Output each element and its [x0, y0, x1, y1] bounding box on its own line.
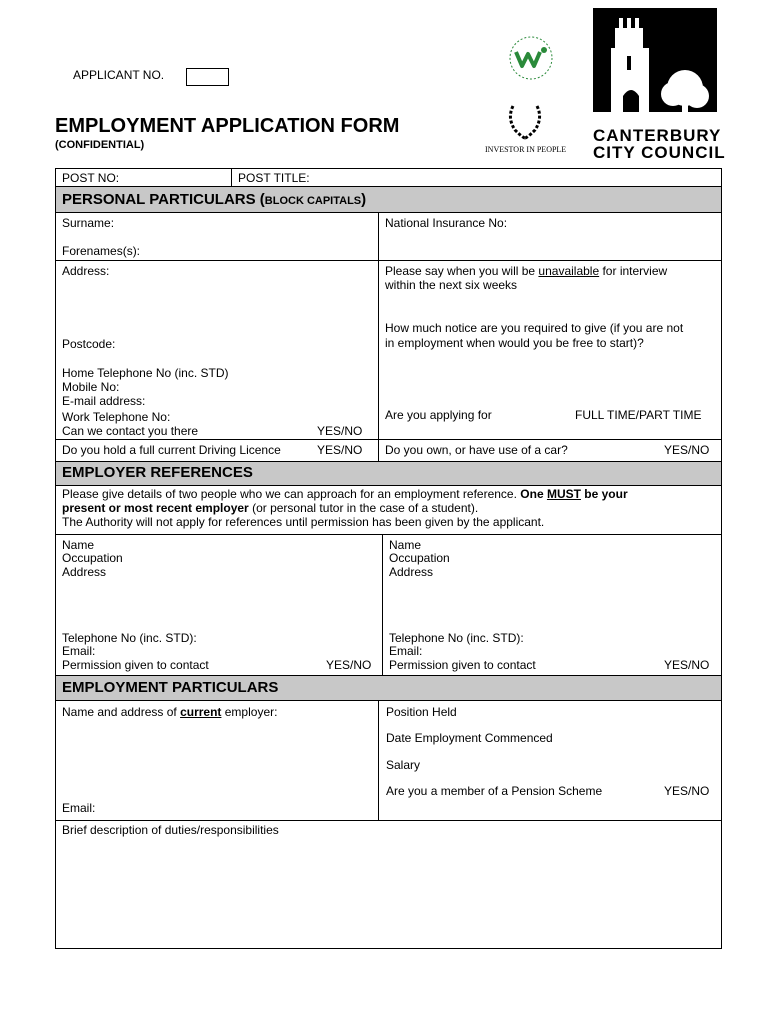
notice-question-line2: in employment when would you be free to start)? [385, 336, 644, 350]
employment-particulars-heading: EMPLOYMENT PARTICULARS [62, 679, 279, 696]
applying-for-label: Are you applying for [385, 408, 492, 422]
ref1-address-label: Address [62, 565, 107, 579]
canterbury-cathedral-logo [593, 8, 717, 120]
unavailable-question: Please say when you will be unavailable for interview [385, 264, 668, 278]
duties-label: Brief description of duties/responsibilities [62, 823, 279, 837]
ref1-telephone-label: Telephone No (inc. STD): [62, 631, 197, 645]
ref2-permission-label: Permission given to contact [389, 658, 536, 672]
ref2-telephone-label: Telephone No (inc. STD): [389, 631, 524, 645]
form-title: EMPLOYMENT APPLICATION FORM [55, 115, 400, 137]
references-intro-line3: The Authority will not apply for references until permission has been given by the applicant. [62, 515, 545, 529]
date-commenced-label: Date Employment Commenced [386, 731, 553, 745]
ref2-email-label: Email: [389, 644, 423, 658]
notice-question: How much notice are you required to give (if you are not [385, 321, 684, 335]
pension-scheme-yes-no[interactable]: YES/NO [664, 784, 710, 798]
ref2-name-label: Name [389, 538, 422, 552]
investors-in-people-label: INVESTOR IN PEOPLE [485, 145, 567, 154]
unavailable-question-line2: within the next six weeks [385, 278, 518, 292]
references-intro-line2: present or most recent employer (or personal tutor in the case of a student). [62, 501, 479, 515]
postcode-label: Postcode: [62, 337, 116, 351]
current-employer-label: Name and address of current employer: [62, 705, 278, 719]
contact-there-yes-no[interactable]: YES/NO [317, 424, 363, 438]
driving-licence-label: Do you hold a full current Driving Licence [62, 443, 281, 457]
national-insurance-label: National Insurance No: [385, 216, 508, 230]
email-address-label: E-mail address: [62, 394, 146, 408]
ref1-occupation-label: Occupation [62, 551, 123, 565]
salary-label: Salary [386, 758, 421, 772]
form-subtitle: (CONFIDENTIAL) [55, 139, 145, 151]
council-name-line1: CANTERBURY [593, 126, 722, 145]
full-part-time-option[interactable]: FULL TIME/PART TIME [575, 408, 702, 422]
applicant-no-input[interactable] [186, 68, 229, 86]
mobile-label: Mobile No: [62, 380, 120, 394]
duties-text-area[interactable] [56, 838, 721, 948]
ref1-permission-label: Permission given to contact [62, 658, 209, 672]
address-label: Address: [62, 264, 110, 278]
car-label: Do you own, or have use of a car? [385, 443, 568, 457]
work-telephone-label: Work Telephone No: [62, 410, 171, 424]
post-title-label: POST TITLE: [238, 171, 310, 185]
ref1-email-label: Email: [62, 644, 96, 658]
employer-email-label: Email: [62, 801, 96, 815]
contact-there-label: Can we contact you there [62, 424, 199, 438]
car-yes-no[interactable]: YES/NO [664, 443, 710, 457]
driving-licence-yes-no[interactable]: YES/NO [317, 443, 363, 457]
post-no-label: POST NO: [62, 171, 120, 185]
references-intro-line1: Please give details of two people who we can approach for an employment reference. One MUST be your [62, 487, 628, 501]
council-name-line2: CITY COUNCIL [593, 143, 726, 162]
ref2-permission-yes-no[interactable]: YES/NO [664, 658, 710, 672]
ref2-occupation-label: Occupation [389, 551, 450, 565]
forenames-label: Forenames(s): [62, 244, 141, 258]
position-held-label: Position Held [386, 705, 457, 719]
applicant-no-label: APPLICANT NO. [73, 68, 165, 82]
ref2-address-label: Address [389, 565, 434, 579]
home-telephone-label: Home Telephone No (inc. STD) [62, 366, 229, 380]
surname-label: Surname: [62, 216, 115, 230]
positive-about-disabled-logo [500, 30, 562, 85]
investors-in-people-icon [505, 98, 545, 140]
personal-particulars-heading: PERSONAL PARTICULARS (BLOCK CAPITALS) [62, 191, 367, 208]
employer-references-heading: EMPLOYER REFERENCES [62, 464, 253, 481]
ref1-name-label: Name [62, 538, 95, 552]
pension-scheme-label: Are you a member of a Pension Scheme [386, 784, 603, 798]
ref1-permission-yes-no[interactable]: YES/NO [326, 658, 372, 672]
